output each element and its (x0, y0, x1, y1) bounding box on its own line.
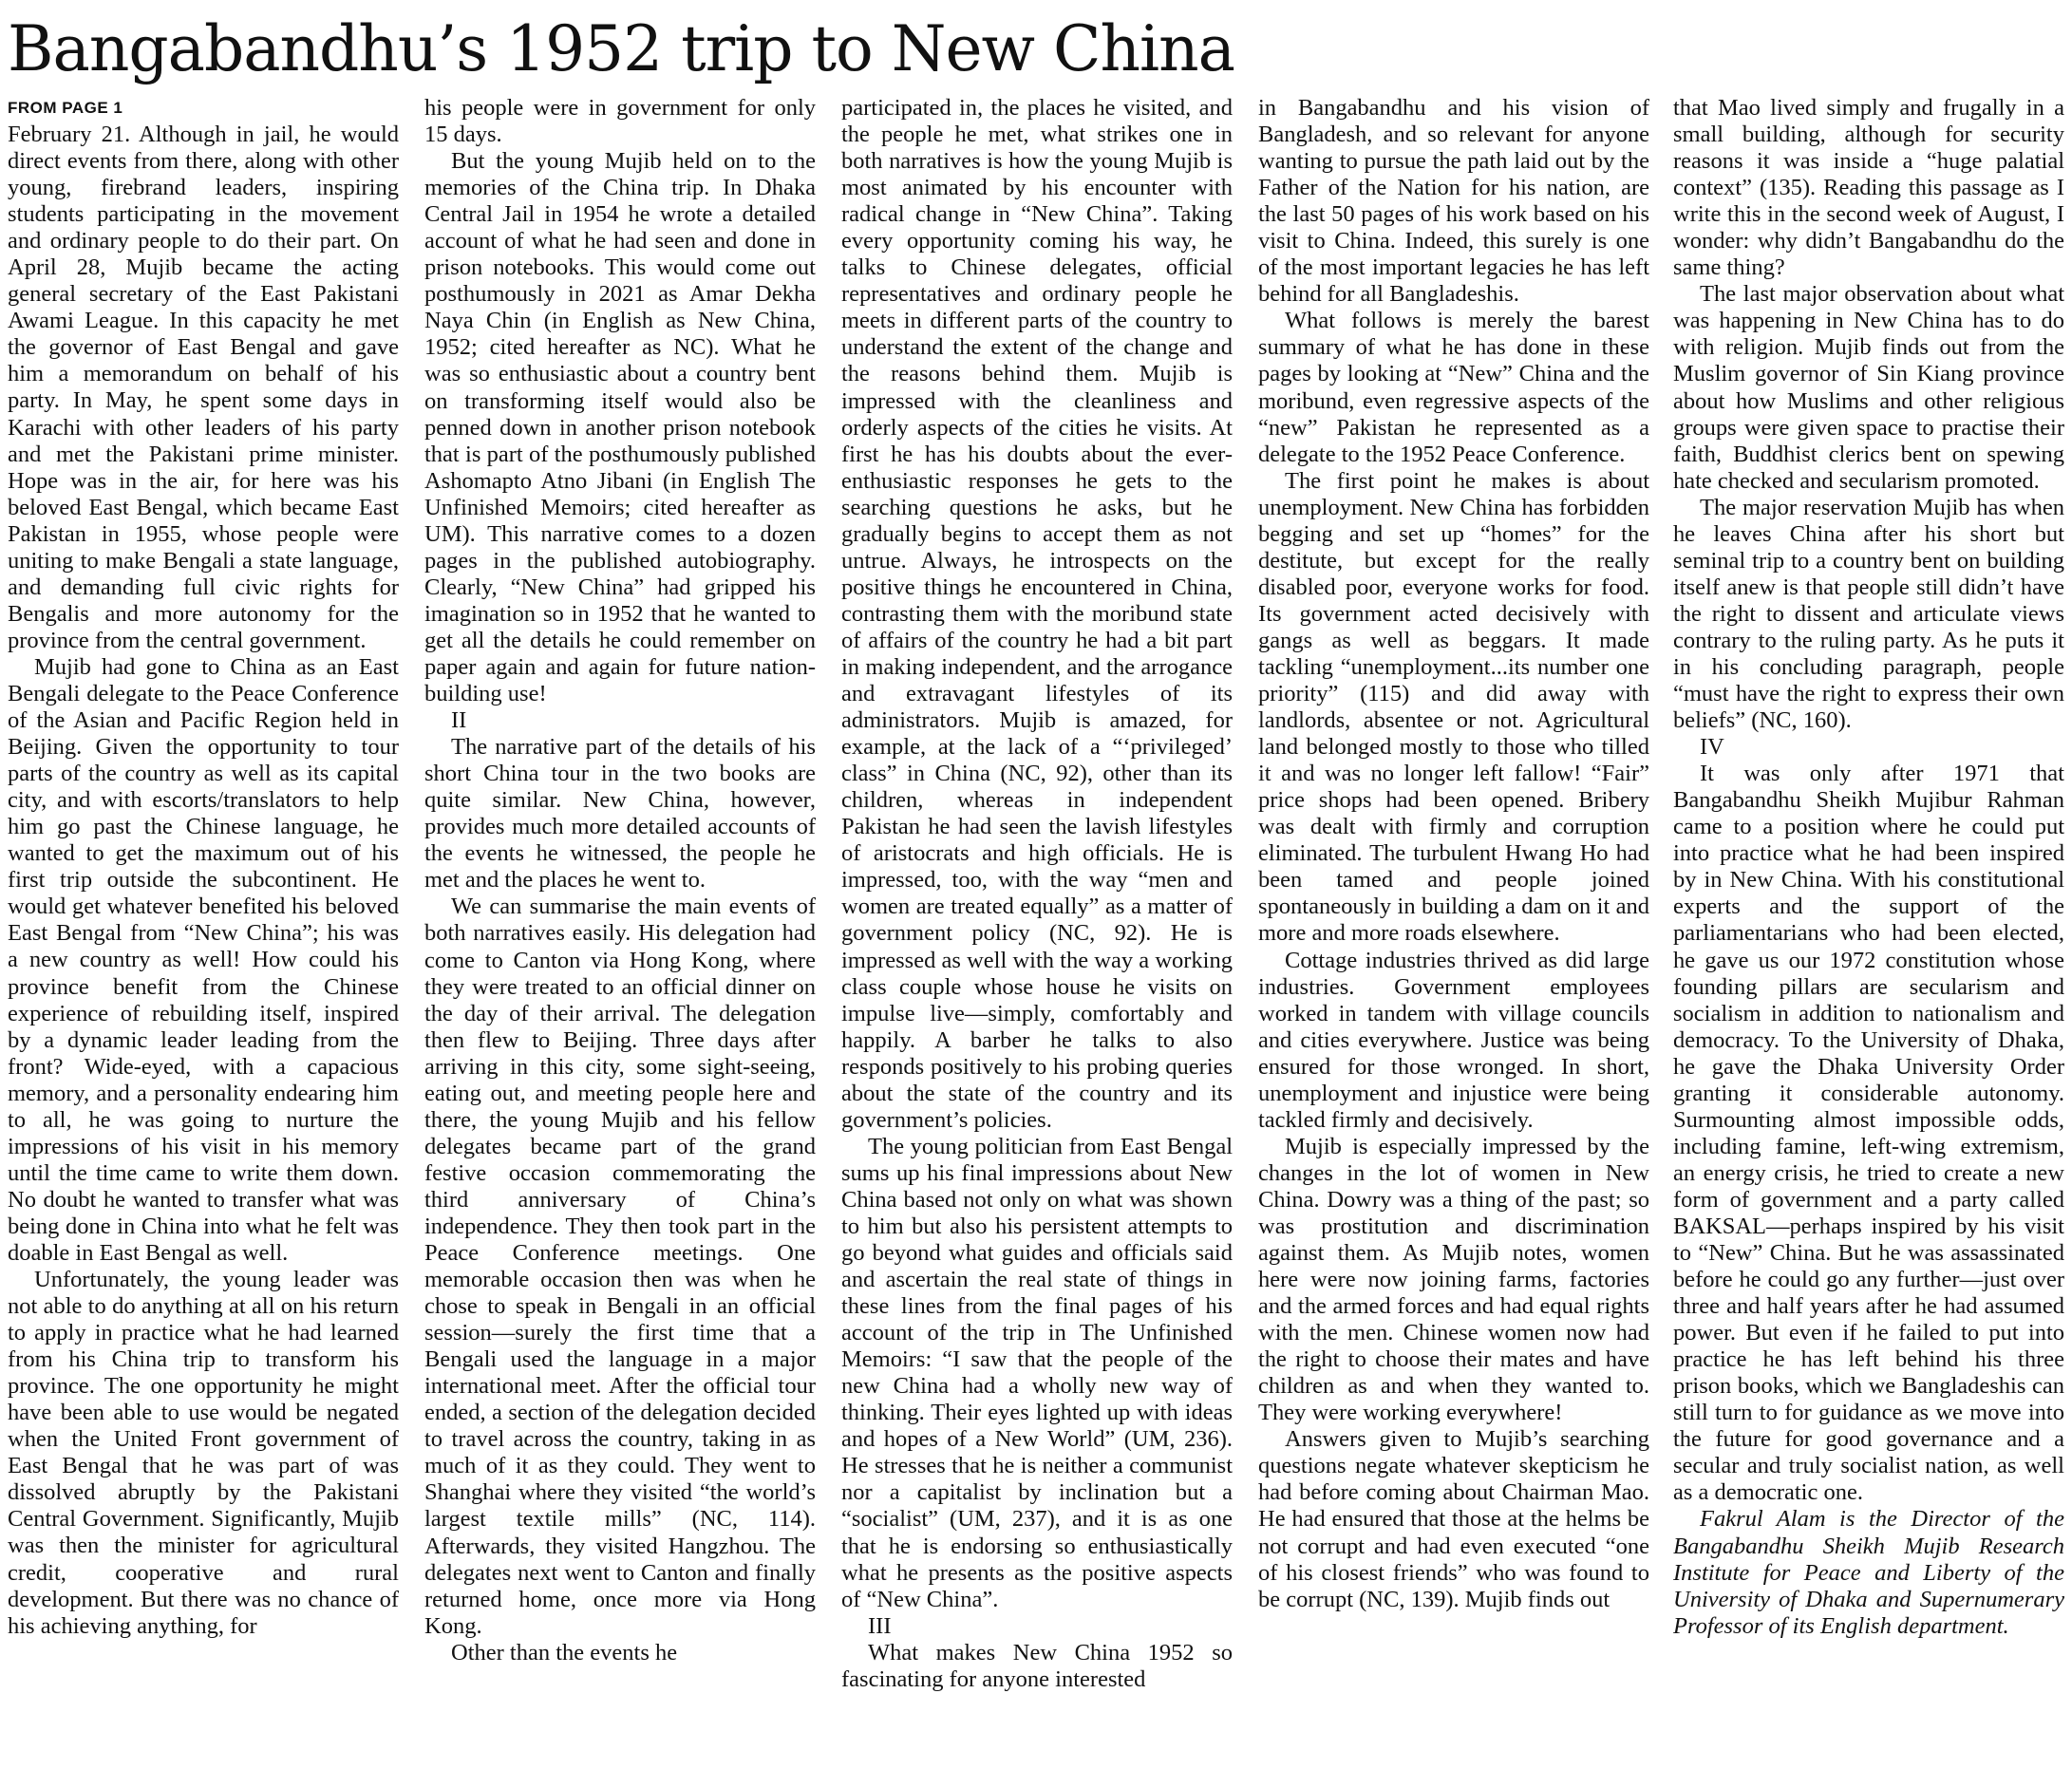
paragraph: What follows is merely the barest summary of what he has done in these pages by looking at “New” China and the moribund, even regressive aspects of the “new” Pakistan he represented as a delegate to the 1952 Peace Conference. (1258, 308, 1649, 467)
paragraph: Mujib is especially impressed by the changes in the lot of women in New China. Dowry was a thing of the past; so was prostitution and discrimination against them. As Mujib notes, women here were now joining farms, factories and the armed forces and had equal rights with the men. Chinese women now had the right to choose their mates and have children as and when they wanted to. They were working everywhere! (1258, 1133, 1649, 1426)
paragraph: his people were in government for only 15 days. (424, 95, 816, 148)
paragraph: Cottage industries thrived as did large industries. Government employees worked in tandem with village councils and cities everywhere. Justice was being ensured for those wronged. In short, unemployment and injustice were being tackled firmly and decisively. (1258, 947, 1649, 1133)
article-column-3 (841, 95, 1233, 1761)
article-body (8, 95, 2064, 1761)
paragraph: Other than the events he (451, 1639, 678, 1665)
paragraph: participated in, the places he visited, and the people he met, what strikes one in both narratives is how the young Mujib is most animated by his encounter with radical change in “New China”. Taking every opportunity coming his way, he talks to Chinese delegates, official representatives and ordinary people he meets in different parts of the country to understand the extent of the change and the reasons behind them. Mujib is impressed with the cleanliness and orderly aspects of the cities he visits. At first he has his doubts about the ever-enthusiastic responses he gets to the searching questions he asks, but he gradually begins to accept them as not untrue. Always, he introspects on the positive things he encountered in China, contrasting them with the moribund state of affairs of the country he had a bit part in making independent, and the arrogance and extravagant lifestyles of its administrators. Mujib is amazed, for example, at the lack of a “‘privileged’ class” in China (NC, 92), other than its children, whereas in independent Pakistan he had seen the lavish lifestyles of aristocrats and high officials. He is impressed, too, with the way “men and women are treated equally” as a matter of government policy (NC, 92). He is impressed as well with the way a working class couple whose house he visits on impulse live—simply, comfortably and happily. A barber he talks to also responds positively to his probing queries about the state of the country and its government’s policies. (841, 95, 1233, 1133)
article-column-2 (424, 95, 816, 1761)
section-number: IV (1700, 734, 1724, 761)
paragraph: The last major observation about what was happening in New China has to do with religion. Mujib finds out from the Muslim governor of Sin Kiang province about how Muslims and other religious groups were given space to practise their faith, Buddhist clerics bent on spewing hate checked and secularism promoted. (1673, 281, 2064, 494)
author-byline: Fakrul Alam is the Director of the Bangabandhu Sheikh Mujib Research Institute for Peace and Liberty of the University of Dhaka and Supernumerary Professor of its English department. (1673, 1506, 2064, 1639)
paragraph: But the young Mujib held on to the memories of the China trip. In Dhaka Central Jail in 1954 he wrote a detailed account of what he had seen and done in prison notebooks. This would come out posthumously in 2021 as Amar Dekha Naya Chin (in English as New China, 1952; cited hereafter as NC). What he was so enthusiastic about a country bent on transforming itself would also be penned down in another prison notebook that is part of the posthumously published Ashomapto Atno Jibani (in English The Unfinished Memoirs; cited hereafter as UM). This narrative comes to a dozen pages in the published autobiography. Clearly, “New China” had gripped his imagination so in 1952 that he wanted to get all the details he could remember on paper again and again for future nation-building use! (424, 148, 816, 707)
article-column-1 (8, 95, 399, 1761)
paragraph: We can summarise the main events of both narratives easily. His delegation had come to Canton via Hong Kong, where they were treated to an official dinner on the day of their arrival. The delegation then flew to Beijing. Three days after arriving in this city, some sight-seeing, eating out, and meeting people here and there, the young Mujib and his fellow delegates became part of the grand festive occasion commemorating the third anniversary of China’s independence. They then took part in the Peace Conference meetings. One memorable occasion then was when he chose to speak in Bengali in an official session—surely the first time that a Bengali used the language in a major international meet. After the official tour ended, a section of the delegation decided to travel across the country, taking in as much of it as they could. They went to Shanghai where they visited “the world’s largest textile mills” (NC, 114). Afterwards, they visited Hangzhou. The delegates next went to Canton and finally returned home, once more via Hong Kong. (424, 894, 816, 1639)
continuation-kicker: FROM PAGE 1 (8, 99, 123, 117)
paragraph: February 21. Although in jail, he would direct events from there, along with other young, firebrand leaders, inspiring students participating in the movement and ordinary people to do their part. On April 28, Mujib became the acting general secretary of the East Pakistani Awami League. In this capacity he met the governor of East Bengal and gave him a memorandum on behalf of his party. In May, he spent some days in Karachi with other leaders of his party and met the Pakistani prime minister. Hope was in the air, for here was his beloved East Bengal, which became East Pakistan in 1955, whose people were uniting to make Bengali a state language, and demanding full civic rights for Bengalis and more autonomy for the province from the central government. (8, 122, 399, 653)
section-number: III (868, 1612, 892, 1639)
paragraph: Mujib had gone to China as an East Bengali delegate to the Peace Conference of the Asian and Pacific Region held in Beijing. Given the opportunity to tour parts of the country as well as its capital city, and with escorts/translators to help him go past the Chinese language, he wanted to get the maximum out of his first trip outside the subcontinent. He would get whatever benefited his beloved East Bengal from “New China”; his was a new country as well! How could his province benefit from the Chinese experience of rebuilding itself, inspired by a dynamic leader leading from the front? Wide-eyed, with a capacious memory, and a personality endearing him to all, he was going to nurture the impressions of his visit in his memory until the time came to write them down. No doubt he wanted to transfer what was being done in China into what he felt was doable in East Bengal as well. (8, 653, 399, 1266)
section-number: II (451, 707, 467, 734)
paragraph: The narrative part of the details of his short China tour in the two books are quite similar. New China, however, provides much more detailed accounts of the events he witnessed, the people he met and the places he went to. (424, 734, 816, 894)
paragraph: It was only after 1971 that Bangabandhu Sheikh Mujibur Rahman came to a position where he could put into practice what he had been inspired by in New China. With his constitutional experts and the support of the parliamentarians who had been elected, he gave us our 1972 constitution whose founding pillars are secularism and socialism in addition to nationalism and democracy. To the University of Dhaka, he gave the Dhaka University Order granting it considerable autonomy. Surmounting almost impossible odds, including famine, left-wing extremism, an energy crisis, he tried to create a new form of government and a party called BAKSAL—perhaps inspired by his visit to “New” China. But he was assassinated before he could go any further—just over three and half years after he had assumed power. But even if he failed to put into practice he has left behind his three prison books, which we Bangladeshis can still turn to for guidance as we move into the future for good governance and a secular and truly socialist nation, as well as a democratic one. (1673, 761, 2064, 1506)
headline: Bangabandhu’s 1952 trip to New China (8, 12, 1234, 85)
paragraph: What makes New China 1952 so fascinating for anyone interested (841, 1639, 1233, 1692)
article-column-4 (1258, 95, 1649, 1761)
paragraph: The first point he makes is about unemployment. New China has forbidden begging and set up “homes” for the destitute, but except for the really disabled poor, everyone works for food. Its government acted decisively with gangs as well as beggars. It made tackling “unemployment...its number one priority” (115) and did away with landlords, absentee or not. Agricultural land belonged mostly to those who tilled it and was no longer left fallow! “Fair” price shops had been opened. Bribery was dealt with firmly and corruption eliminated. The turbulent Hwang Ho had been tamed and people joined spontaneously in building a dam on it and more and more roads elsewhere. (1258, 467, 1649, 947)
paragraph: in Bangabandhu and his vision of Bangladesh, and so relevant for anyone wanting to pursue the path laid out by the Father of the Nation for his nation, are the last 50 pages of his work based on his visit to China. Indeed, this surely is one of the most important legacies he has left behind for all Bangladeshis. (1258, 95, 1649, 308)
paragraph: The young politician from East Bengal sums up his final impressions about New China based not only on what was shown to him but also his persistent attempts to go beyond what guides and officials said and ascertain the real state of things in these lines from the final pages of his account of the trip in The Unfinished Memoirs: “I saw that the people of the new China had a wholly new way of thinking. Their eyes lighted up with ideas and hopes of a New World” (UM, 236). He stresses that he is neither a communist nor a capitalist by inclination but a “socialist” (UM, 237), and it is as one that he is endorsing so enthusiastically what he presents as the positive aspects of “New China”. (841, 1133, 1233, 1612)
paragraph: that Mao lived simply and frugally in a small building, although for security reasons it was inside a “huge palatial context” (135). Reading this passage as I write this in the second week of August, I wonder: why didn’t Bangabandhu do the same thing? (1673, 95, 2064, 281)
paragraph: Unfortunately, the young leader was not able to do anything at all on his return to apply in practice what he had learned from his China trip to transform his province. The one opportunity he might have been able to use would be negated when the United Front government of East Bengal that he was part of was dissolved abruptly by the Pakistani Central Government. Significantly, Mujib was then the minister for agricultural credit, cooperative and rural development. But there was no chance of his achieving anything, for (8, 1267, 399, 1639)
paragraph: The major reservation Mujib has when he leaves China after his short but seminal trip to a country bent on building itself anew is that people still didn’t have the right to dissent and articulate views contrary to the ruling party. As he puts it in his concluding paragraph, people “must have the right to express their own beliefs” (NC, 160). (1673, 494, 2064, 734)
article-column-5 (1673, 95, 2064, 1761)
paragraph: Answers given to Mujib’s searching questions negate whatever skepticism he had before coming about Chairman Mao. He had ensured that those at the helms be not corrupt and had even executed “one of his closest friends” who was found to be corrupt (NC, 139). Mujib finds out (1258, 1426, 1649, 1612)
